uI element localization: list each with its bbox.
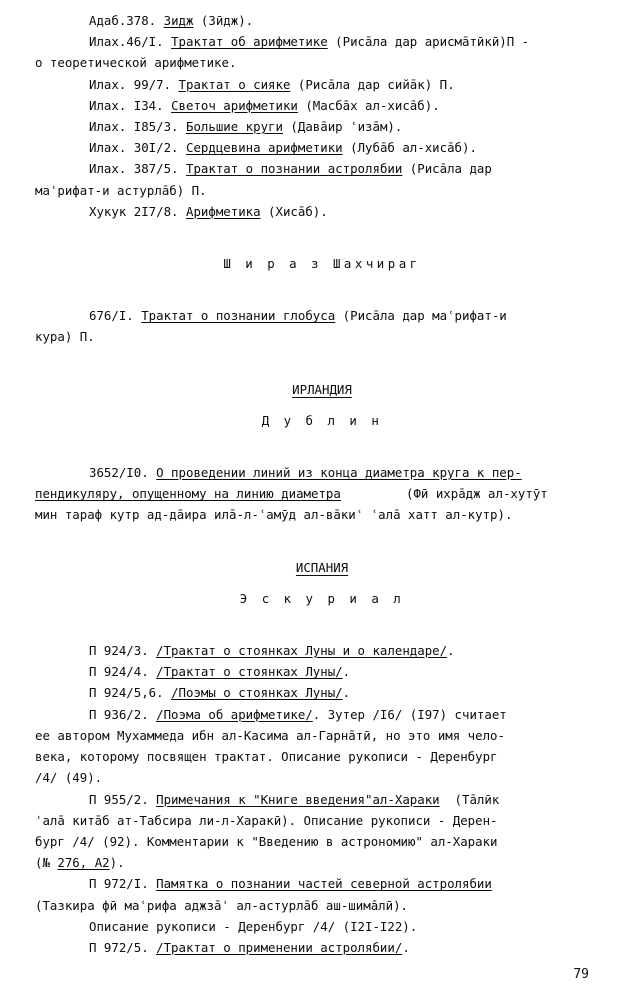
title-underline: Трактат об арифметике [171, 34, 328, 50]
title-underline: Арифметика [185, 203, 261, 219]
entry-ilah-46-1: Илах.46/I. Трактат об арифметике (Рисāла дар арисмāтӣкӣ)П - о теоретической арифметике. [35, 34, 530, 71]
title-underline: Светоч арифметики [171, 97, 298, 113]
entry-adab-378: Адаб.378. Зидж (Зӣдж). [89, 13, 254, 28]
spacer [62, 274, 582, 305]
section-heading-dublin: Д у б л и н [261, 412, 383, 428]
entry-p-924-3: П 924/3. /Трактат о стоянках Луны и о календаре/. [89, 643, 455, 659]
entry-description-972-1: Описание рукописи - Деренбург /4/ (I2I-I22). [89, 918, 418, 934]
entry-676-1: 676/I. Трактат о познании глобуса (Рисāла дар маʿрифат-и кура) П. [35, 308, 507, 345]
spacer [62, 222, 582, 253]
title-underline: /Поэмы о стоянках Луны/ [171, 685, 343, 701]
section-heading-ireland: ИРЛАНДИЯ [292, 381, 352, 397]
spacer [62, 431, 582, 462]
title-underline: Трактат о познании глобуса [141, 308, 336, 324]
entry-hukuk-217-8: Хукук 2I7/8. Арифметика (Хисāб). [89, 203, 328, 219]
spacer [62, 609, 582, 640]
spacer [62, 400, 582, 410]
section-heading-spain: ИСПАНИЯ [295, 559, 349, 575]
entry-p-936-2: П 936/2. /Поэма об арифметике/. Зутер /I6/ (I97) считает ее автором Мухаммеда ибн ал-Касима ал-Гарнāтӣ, но это имя чело- века, которому посвящен трактат. Описание рукописи - Деренбург /4/ (49). [35, 706, 507, 786]
section-heading-escurial: Э с к у р и а л [239, 590, 405, 606]
title-underline: О проведении линий из конца диаметра круга к пер- [156, 465, 522, 481]
spacer [62, 348, 582, 379]
entry-p-972-1: П 972/I. Памятка о познании частей северной астролябии (Тазкира фӣ маʿрифа аджзāʾ ал-астурлāб аш-шимāлӣ). [35, 876, 492, 913]
title-underline: Памятка о познании частей северной астролябии [156, 876, 492, 892]
title-underline: /Трактат о применении астролябии/ [156, 939, 403, 955]
title-underline: Трактат о сияке [178, 76, 291, 92]
reference-underline: 276, A2 [57, 855, 110, 871]
title-underline: /Трактат о стоянках Луны и о календаре/ [156, 643, 448, 659]
page-number: 79 [573, 967, 589, 982]
title-underline: /Трактат о стоянках Луны/ [156, 664, 343, 680]
title-underline: Сердцевина арифметики [185, 140, 343, 156]
entry-p-972-5: П 972/5. /Трактат о применении астролябии/. [89, 939, 410, 955]
section-heading-shiraz: Ш и р а з Шахчираг [223, 256, 421, 272]
entry-p-924-56: П 924/5,6. /Поэмы о стоянках Луны/. [89, 685, 351, 701]
entry-ilah-301-2: Илах. 30I/2. Сердцевина арифметики (Лубāб ал-хисāб). [89, 140, 477, 156]
title-underline: Большие круги [185, 119, 283, 135]
spacer [62, 526, 582, 557]
document-body [35, 10, 582, 958]
entry-3652-10: 3652/I0. О проведении линий из конца диаметра круга к пер- пендикуляру, опущенному на линию диаметра (Фӣ ихрāдж ал-хутӯт мин тараф кутр ад-дāира илā-л-ʿамӯд ал-вāкиʿ ʿалā хатт ал-кутр). [35, 465, 548, 523]
entry-ilah-387-5: Илах. 387/5. Трактат о познании астролябии (Рисāла дар маʿрифат-и астурлāб) П. [35, 161, 492, 198]
entry-ilah-134: Илах. I34. Светоч арифметики (Масбāх ал-хисāб). [89, 97, 440, 113]
entry-p-924-4: П 924/4. /Трактат о стоянках Луны/. [89, 664, 351, 680]
title-underline: /Поэма об арифметике/ [156, 706, 313, 722]
entry-ilah-99-7: Илах. 99/7. Трактат о сияке (Рисāла дар сийāк) П. [89, 76, 455, 92]
title-underline: Примечания к "Книге введения"ал-Хараки [156, 791, 440, 807]
title-underline: Трактат о познании астролябии [185, 161, 403, 177]
entry-ilah-185-3: Илах. I85/3. Большие круги (Давāир ʿизāм). [89, 119, 403, 135]
spacer [62, 578, 582, 588]
entry-p-955-2: П 955/2. Примечания к "Книге введения"ал-Хараки (Тāлӣк ʿалā китāб ат-Табсира ли-л-Харакӣ). Описание рукописи - Дерен- бург /4/ (92). Комментарии к "Введению в астрономию" ал-Хараки (№ 276, A2). [35, 791, 500, 871]
title-underline: Зидж [163, 13, 194, 28]
